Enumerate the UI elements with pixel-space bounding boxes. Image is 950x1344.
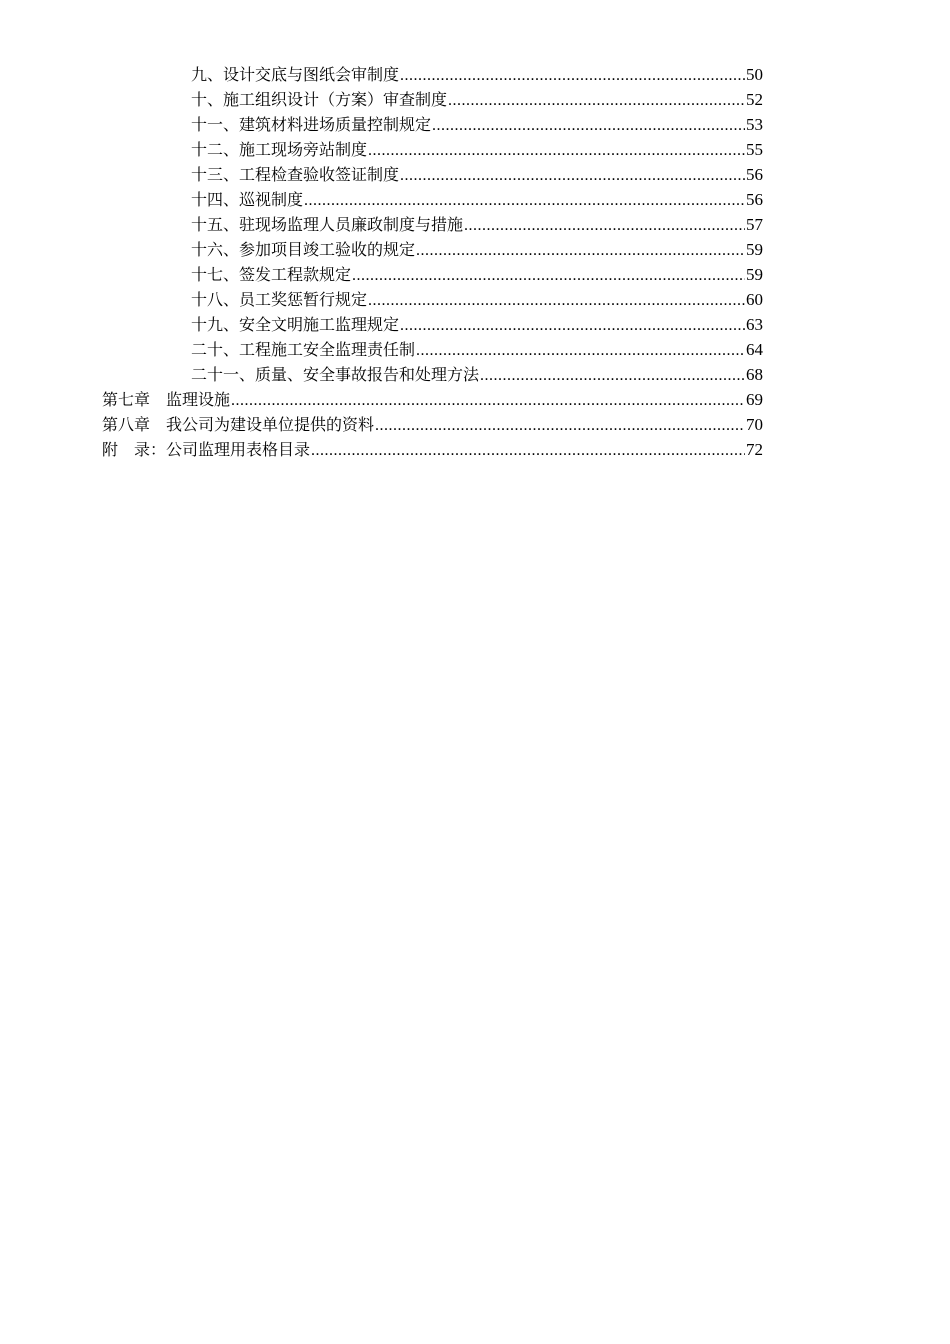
toc-entry-page: 56 bbox=[746, 165, 763, 184]
toc-entry-title: 十四、巡视制度 bbox=[191, 190, 304, 209]
toc-dot-leader bbox=[375, 413, 745, 438]
toc-entry-title: 十二、施工现场旁站制度 bbox=[191, 140, 368, 159]
toc-entry-title: 十七、签发工程款规定 bbox=[191, 265, 352, 284]
toc-entry-title: 二十、工程施工安全监理责任制 bbox=[191, 340, 416, 359]
toc-entry[interactable] bbox=[102, 87, 763, 112]
toc-entry[interactable] bbox=[102, 112, 763, 137]
toc-entry-title: 附 录：公司监理用表格目录 bbox=[102, 440, 311, 459]
toc-entry-title: 第八章 我公司为建设单位提供的资料 bbox=[102, 415, 375, 434]
toc-entry-title: 十、施工组织设计（方案）审查制度 bbox=[191, 90, 448, 109]
toc-dot-leader bbox=[464, 213, 745, 238]
toc-entry-page: 56 bbox=[746, 190, 763, 209]
toc-entry-page: 63 bbox=[746, 315, 763, 334]
toc-entry-title: 十五、驻现场监理人员廉政制度与措施 bbox=[191, 215, 464, 234]
toc-entry-page: 57 bbox=[746, 215, 763, 234]
toc-entry[interactable] bbox=[102, 62, 763, 87]
toc-dot-leader bbox=[400, 313, 745, 338]
toc-dot-leader bbox=[231, 388, 745, 413]
toc-entry-page: 60 bbox=[746, 290, 763, 309]
toc-appendix-entry[interactable] bbox=[102, 437, 763, 462]
toc-chapter-entry[interactable] bbox=[102, 387, 763, 412]
toc-entry[interactable] bbox=[102, 262, 763, 287]
toc-entry-page: 72 bbox=[746, 440, 763, 459]
toc-entry-page: 59 bbox=[746, 240, 763, 259]
toc-entry-page: 69 bbox=[746, 390, 763, 409]
toc-entry-title: 十三、工程检查验收签证制度 bbox=[191, 165, 400, 184]
toc-entry[interactable] bbox=[102, 237, 763, 262]
toc-entry-title: 九、设计交底与图纸会审制度 bbox=[191, 65, 400, 84]
toc-entry-page: 52 bbox=[746, 90, 763, 109]
toc-entry-page: 53 bbox=[746, 115, 763, 134]
toc-dot-leader bbox=[480, 363, 745, 388]
toc-entry[interactable] bbox=[102, 287, 763, 312]
toc-entry-page: 64 bbox=[746, 340, 763, 359]
toc-dot-leader bbox=[352, 263, 745, 288]
toc-entry[interactable] bbox=[102, 137, 763, 162]
toc-dot-leader bbox=[400, 63, 745, 88]
toc-entry-title: 十八、员工奖惩暂行规定 bbox=[191, 290, 368, 309]
toc-entry[interactable] bbox=[102, 337, 763, 362]
toc-entry-title: 第七章 监理设施 bbox=[102, 390, 231, 409]
toc-dot-leader bbox=[416, 338, 745, 363]
toc-entry-page: 70 bbox=[746, 415, 763, 434]
table-of-contents bbox=[102, 62, 763, 462]
toc-dot-leader bbox=[311, 438, 745, 463]
toc-dot-leader bbox=[304, 188, 745, 213]
toc-dot-leader bbox=[432, 113, 745, 138]
toc-dot-leader bbox=[368, 138, 745, 163]
toc-entry[interactable] bbox=[102, 162, 763, 187]
toc-entry-page: 59 bbox=[746, 265, 763, 284]
toc-dot-leader bbox=[368, 288, 745, 313]
toc-dot-leader bbox=[416, 238, 745, 263]
toc-entry-title: 十九、安全文明施工监理规定 bbox=[191, 315, 400, 334]
toc-entry[interactable] bbox=[102, 362, 763, 387]
toc-entry-title: 十一、建筑材料进场质量控制规定 bbox=[191, 115, 432, 134]
toc-dot-leader bbox=[448, 88, 745, 113]
toc-entry[interactable] bbox=[102, 187, 763, 212]
toc-entry[interactable] bbox=[102, 212, 763, 237]
toc-entry-page: 50 bbox=[746, 65, 763, 84]
toc-chapter-entry[interactable] bbox=[102, 412, 763, 437]
toc-entry-title: 二十一、质量、安全事故报告和处理方法 bbox=[191, 365, 480, 384]
toc-entry-page: 68 bbox=[746, 365, 763, 384]
toc-dot-leader bbox=[400, 163, 745, 188]
toc-entry-title: 十六、参加项目竣工验收的规定 bbox=[191, 240, 416, 259]
toc-entry-page: 55 bbox=[746, 140, 763, 159]
toc-entry[interactable] bbox=[102, 312, 763, 337]
